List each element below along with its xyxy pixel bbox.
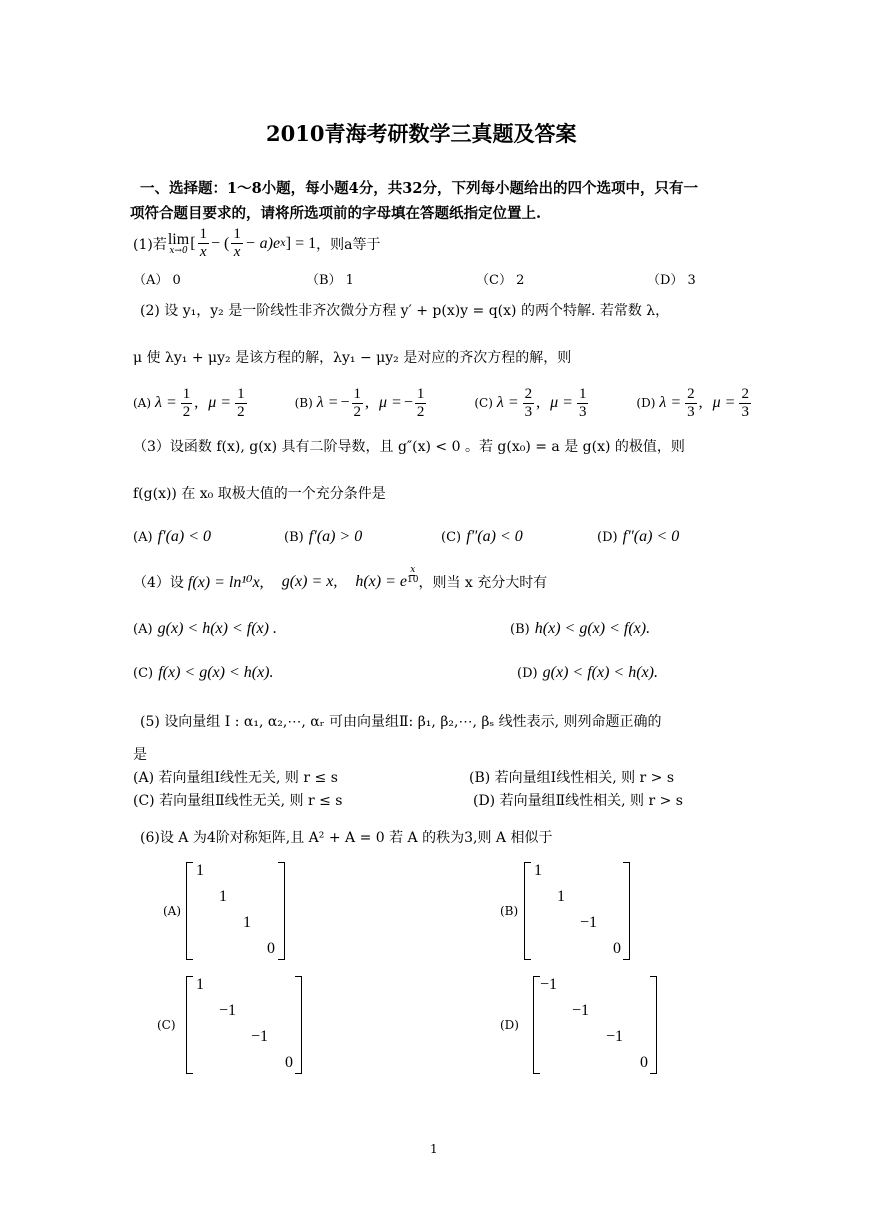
q6-c-entry-2: −1: [219, 1002, 237, 1019]
q1-bracket-open: [: [190, 234, 196, 252]
q1-lim-sub: x→0: [169, 246, 188, 256]
q1-option-d: （D） 3: [647, 273, 696, 288]
q4-h-exponent: [407, 566, 418, 585]
q3-option-c-label: (C): [441, 530, 462, 545]
q3-option-c-expr: f″(a) < 0: [466, 528, 523, 545]
q3-option-a: [133, 526, 211, 546]
q1-limit: [168, 231, 189, 256]
q1-exponent: x: [280, 238, 286, 249]
q1-frac2-den: x: [233, 244, 241, 260]
q2-mu-fraction: [235, 386, 247, 421]
q4-option-c-label: (C): [133, 666, 154, 681]
q2-mu-den: 2: [237, 403, 245, 420]
q6-d-entry-1: −1: [540, 976, 558, 993]
question-1: [133, 226, 380, 261]
q2-option-a: [133, 386, 249, 421]
page-number: 1: [430, 1142, 438, 1156]
q4-suffix: ，则当 x 充分大时有: [418, 575, 548, 591]
q2-options: [133, 378, 753, 428]
q5-line1: (5) 设向量组 I : α₁, α₂,⋯, αᵣ 可由向量组Ⅱ: β₁, β₂,⋯, βₛ 线性表示, 则列命题正确的: [140, 714, 662, 730]
q2-mu-eq: μ =: [712, 394, 736, 411]
page-title: 2010青海考研数学三真题及答案: [266, 121, 577, 146]
q2-lambda-eq: λ =: [496, 394, 519, 411]
q1-lim: lim: [167, 231, 190, 248]
q6-matrix-b: [524, 862, 630, 960]
q6-option-b-label: (B): [500, 904, 519, 918]
q6-matrix-d: [533, 976, 657, 1074]
q2-option-label: (B): [294, 396, 313, 410]
q4-option-b-label: (B): [510, 622, 530, 637]
q2-option-b: [295, 386, 429, 421]
q4-option-a-expr: g(x) < h(x) < f(x) .: [157, 620, 277, 637]
q6-d-entry-2: −1: [572, 1002, 590, 1019]
q2-lambda-num: 1: [353, 385, 362, 402]
question-4: [133, 564, 548, 592]
q6-a-entry-2: 1: [219, 888, 227, 905]
q4-prefix: （4）设: [133, 575, 184, 591]
q4-h-exp-den: 10: [407, 574, 419, 585]
q6-b-entry-4: 0: [613, 940, 621, 957]
q2-mu-sign: −: [403, 394, 413, 411]
q4-h-exp-num: x: [410, 564, 416, 575]
q2-lambda-num: 2: [524, 385, 533, 402]
q1-fraction-2: [231, 226, 243, 261]
q2-mu-den: 3: [578, 403, 587, 420]
q3-option-b-expr: f′(a) > 0: [308, 528, 363, 545]
q3-option-a-label: (A): [133, 530, 153, 545]
q6-option-c-label: (C): [157, 1018, 176, 1032]
q2-mu-num: 2: [741, 385, 749, 402]
q2-lambda-fraction: [523, 386, 535, 421]
q1-option-b: （B） 1: [306, 273, 354, 288]
q4-option-d-expr: g(x) < f(x) < h(x).: [542, 664, 658, 681]
q2-lambda-fraction: [181, 386, 193, 421]
q2-lambda-den: 3: [524, 403, 533, 420]
q1-option-c: （C） 2: [476, 273, 525, 288]
q2-option-c: [474, 386, 590, 421]
q2-lambda-eq: λ =: [155, 394, 177, 411]
q2-lambda-fraction: [685, 386, 697, 421]
q4-option-d: [517, 662, 658, 682]
q1-frac1-num: 1: [199, 226, 208, 242]
q1-option-a: （A） 0: [133, 273, 181, 288]
q6-c-entry-4: 0: [285, 1054, 293, 1071]
q2-lambda-num: 2: [687, 385, 695, 402]
q2-mu-eq: μ =: [550, 394, 573, 411]
q5-option-b: (B) 若向量组Ⅰ线性相关, 则 r > s: [469, 770, 675, 786]
q6-a-entry-1: 1: [196, 862, 204, 879]
q4-option-d-label: (D): [517, 666, 538, 681]
q4-option-a: [133, 618, 277, 638]
q2-comma: ,: [365, 394, 370, 411]
q4-option-b: [510, 618, 650, 638]
section-heading-line2: 项符合题目要求的，请将所选项前的字母填在答题纸指定位置上.: [130, 205, 542, 222]
q2-option-label: (A): [133, 396, 152, 410]
q3-option-c: [441, 526, 523, 546]
q3-line2: f(g(x)) 在 x₀ 取极大值的一个充分条件是: [133, 486, 386, 502]
q3-option-a-expr: f′(a) < 0: [157, 528, 212, 545]
q4-option-c: [133, 662, 274, 682]
q2-option-label: (C): [474, 396, 493, 410]
section-heading-line1: 一、选择题：1～8小题，每小题4分，共32分，下列每小题给出的四个选项中，只有一: [140, 180, 698, 197]
q2-comma: ,: [194, 394, 199, 411]
q1-frac1-den: x: [199, 244, 207, 260]
q2-mu-eq: μ =: [379, 394, 402, 411]
q2-lambda-den: 3: [687, 403, 695, 420]
q4-f-def: f(x) = ln¹⁰x,: [187, 574, 264, 591]
q2-line1: (2) 设 y₁，y₂ 是一阶线性非齐次微分方程 y′ + p(x)y = q(x) 的两个特解. 若常数 λ，: [140, 303, 670, 319]
q5-option-a: (A) 若向量组Ⅰ线性无关, 则 r ≤ s: [133, 770, 338, 786]
q2-mu-fraction: [577, 386, 589, 421]
q6-option-a-label: (A): [163, 904, 182, 918]
q5-option-d: (D) 若向量组Ⅱ线性相关, 则 r > s: [473, 793, 683, 809]
q6-a-entry-4: 0: [267, 940, 275, 957]
q2-mu-eq: μ =: [208, 394, 232, 411]
q2-mu-num: 1: [416, 385, 425, 402]
q4-option-a-label: (A): [133, 622, 153, 637]
q3-option-d-label: (D): [597, 530, 618, 545]
q6-b-entry-3: −1: [580, 914, 598, 931]
q6-a-entry-3: 1: [243, 914, 251, 931]
q3-option-d: [597, 526, 679, 546]
q6-c-entry-1: 1: [196, 976, 204, 993]
q4-g-def: g(x) = x,: [281, 573, 338, 590]
q2-mu-den: 3: [741, 403, 749, 420]
q6-d-entry-4: 0: [640, 1054, 648, 1071]
q1-expr-d: ] = 1: [285, 234, 317, 252]
q6-option-d-label: (D): [500, 1018, 519, 1032]
q5-option-c: (C) 若向量组Ⅱ线性无关, 则 r ≤ s: [133, 793, 343, 809]
q2-lambda-den: 2: [353, 403, 362, 420]
q5-line2: 是: [133, 747, 147, 763]
q2-lambda-eq: λ =: [659, 394, 682, 411]
q3-option-b: [284, 526, 362, 546]
q2-mu-den: 2: [416, 403, 425, 420]
q2-lambda-eq: λ =: [316, 394, 339, 411]
q2-lambda-fraction: [352, 386, 364, 421]
q2-lambda-num: 1: [182, 385, 191, 402]
q3-line1: （3）设函数 f(x), g(x) 具有二阶导数，且 g″(x) < 0 。若 g(x₀) = a 是 g(x) 的极值，则: [133, 439, 685, 455]
q1-suffix: ，则a等于: [316, 236, 381, 253]
q4-h-def: h(x) = e: [355, 573, 407, 590]
q2-line2: μ 使 λy₁ + μy₂ 是该方程的解，λy₁ − μy₂ 是对应的齐次方程的解，则: [133, 350, 572, 366]
q4-option-b-expr: h(x) < g(x) < f(x).: [534, 620, 651, 637]
q2-mu-fraction: [415, 386, 427, 421]
q2-lambda-den: 2: [182, 403, 191, 420]
q6-d-entry-3: −1: [606, 1028, 624, 1045]
q6-c-entry-3: −1: [251, 1028, 269, 1045]
q2-comma: ,: [698, 394, 703, 411]
q2-mu-num: 1: [578, 385, 587, 402]
q2-option-label: (D): [636, 396, 656, 410]
q6-matrix-a: [186, 862, 285, 960]
q2-lambda-sign: −: [340, 394, 350, 411]
q6-matrix-c: [186, 976, 302, 1074]
q1-fraction-1: [198, 226, 210, 261]
q4-option-c-expr: f(x) < g(x) < h(x).: [158, 664, 274, 681]
q6-line: (6)设 A 为4阶对称矩阵,且 A² + A = 0 若 A 的秩为3,则 A 相似于: [140, 830, 553, 846]
q3-option-d-expr: f″(a) < 0: [622, 528, 680, 545]
q6-b-entry-1: 1: [534, 862, 542, 879]
q2-mu-fraction: [739, 386, 751, 421]
q6-b-entry-2: 1: [557, 888, 565, 905]
q3-option-b-label: (B): [284, 530, 304, 545]
q2-option-d: [636, 386, 753, 421]
q1-frac2-num: 1: [233, 226, 241, 242]
q1-expr-c: − a)e: [244, 234, 281, 252]
q2-mu-num: 1: [237, 385, 245, 402]
q1-expr-b: − (: [211, 234, 230, 252]
q2-comma: ,: [536, 394, 541, 411]
q1-prefix: (1)若: [133, 236, 167, 253]
